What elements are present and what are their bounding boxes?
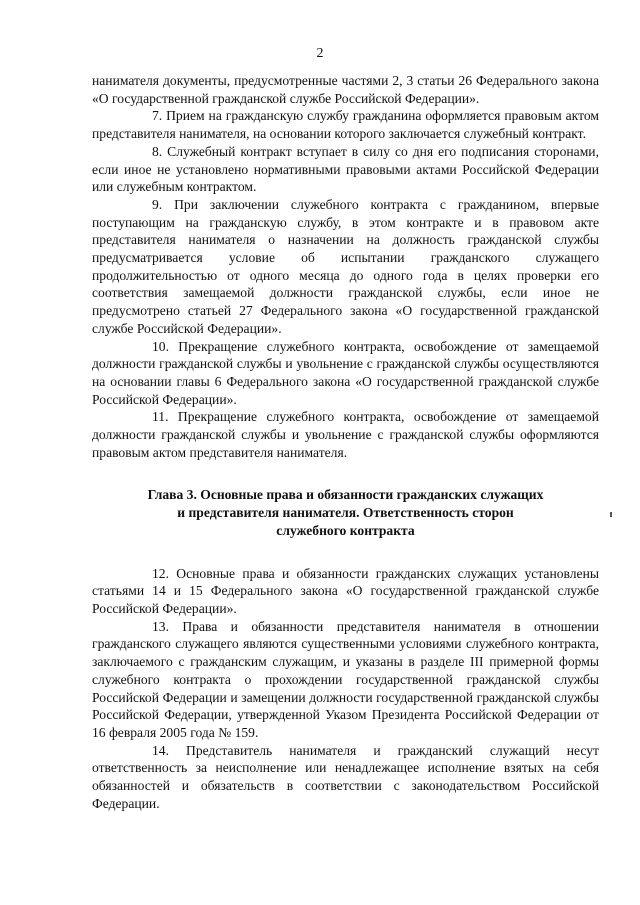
scan-speck (610, 512, 612, 517)
paragraph-item-8: 8. Служебный контракт вступает в силу со дня его подписания сторонами, если иное не установлено нормативными правовыми актами Российской Федерации или служебным контрактом. (92, 143, 599, 195)
chapter-heading-line-1: Глава 3. Основные права и обязанности гражданских служащих (147, 487, 544, 503)
chapter-heading-line-3: служебного контракта (276, 522, 415, 538)
paragraph-group-before (92, 72, 599, 461)
chapter-heading (92, 486, 599, 539)
paragraph-group-after (92, 565, 599, 813)
paragraph-continuation: нанимателя документы, предусмотренные частями 2, 3 статьи 26 Федерального закона «О государственной гражданской службе Российской Федерации». (92, 73, 599, 106)
paragraph-item-12: 12. Основные права и обязанности гражданских служащих установлены статьями 14 и 15 Федерального закона «О государственной гражданской службе Российской Федерации». (92, 565, 599, 616)
page-number: 2 (316, 46, 324, 61)
document-body (92, 72, 599, 812)
paragraph-item-10: 10. Прекращение служебного контракта, освобождение от замещаемой должности гражданской службы и увольнение с гражданской службы осуществляются на основании главы 6 Федерального закона «О государственной гражданской службе Российской Федерации». (92, 338, 599, 407)
paragraph-item-13: 13. Права и обязанности представителя нанимателя в отношении гражданского служащего являются существенными условиями служебного контракта, заключаемого с гражданским служащим, и указаны в разделе III примерной формы служебного контракта о прохождении государственной гражданской службы Российской Федерации и замещении должности государственной гражданской службы Российской Федерации, утвержденной Указом Президента Российской Федерации от 16 февраля 2005 года № 159. (92, 618, 599, 740)
paragraph-item-9: 9. При заключении служебного контракта с гражданином, впервые поступающим на гражданскую службу, в этом контракте и в правовом акте представителя нанимателя о назначении на должность гражданской службы предусматривается условие об испытании гражданского служащего продолжительностью от одного месяца до одного года в целях проверки его соответствия замещаемой должности гражданской службы, если иное не предусмотрено статьей 27 Федерального закона «О государственной гражданской службе Российской Федерации». (92, 196, 599, 336)
paragraph-item-11: 11. Прекращение служебного контракта, освобождение от замещаемой должности гражданской службы и увольнение с гражданской службы оформляются правовым актом представителя нанимателя. (92, 409, 599, 460)
paragraph-item-7: 7. Прием на гражданскую службу гражданина оформляется правовым актом представителя нанимателя, на основании которого заключается служебный контракт. (92, 108, 599, 142)
paragraph-item-14: 14. Представитель нанимателя и гражданский служащий несут ответственность за неисполнение или ненадлежащее исполнение взятых на себя обязанностей и обязательств в соответствии с законодательством Российской Федерации. (92, 742, 599, 811)
chapter-heading-line-2: и представителя нанимателя. Ответственность сторон (177, 505, 514, 521)
